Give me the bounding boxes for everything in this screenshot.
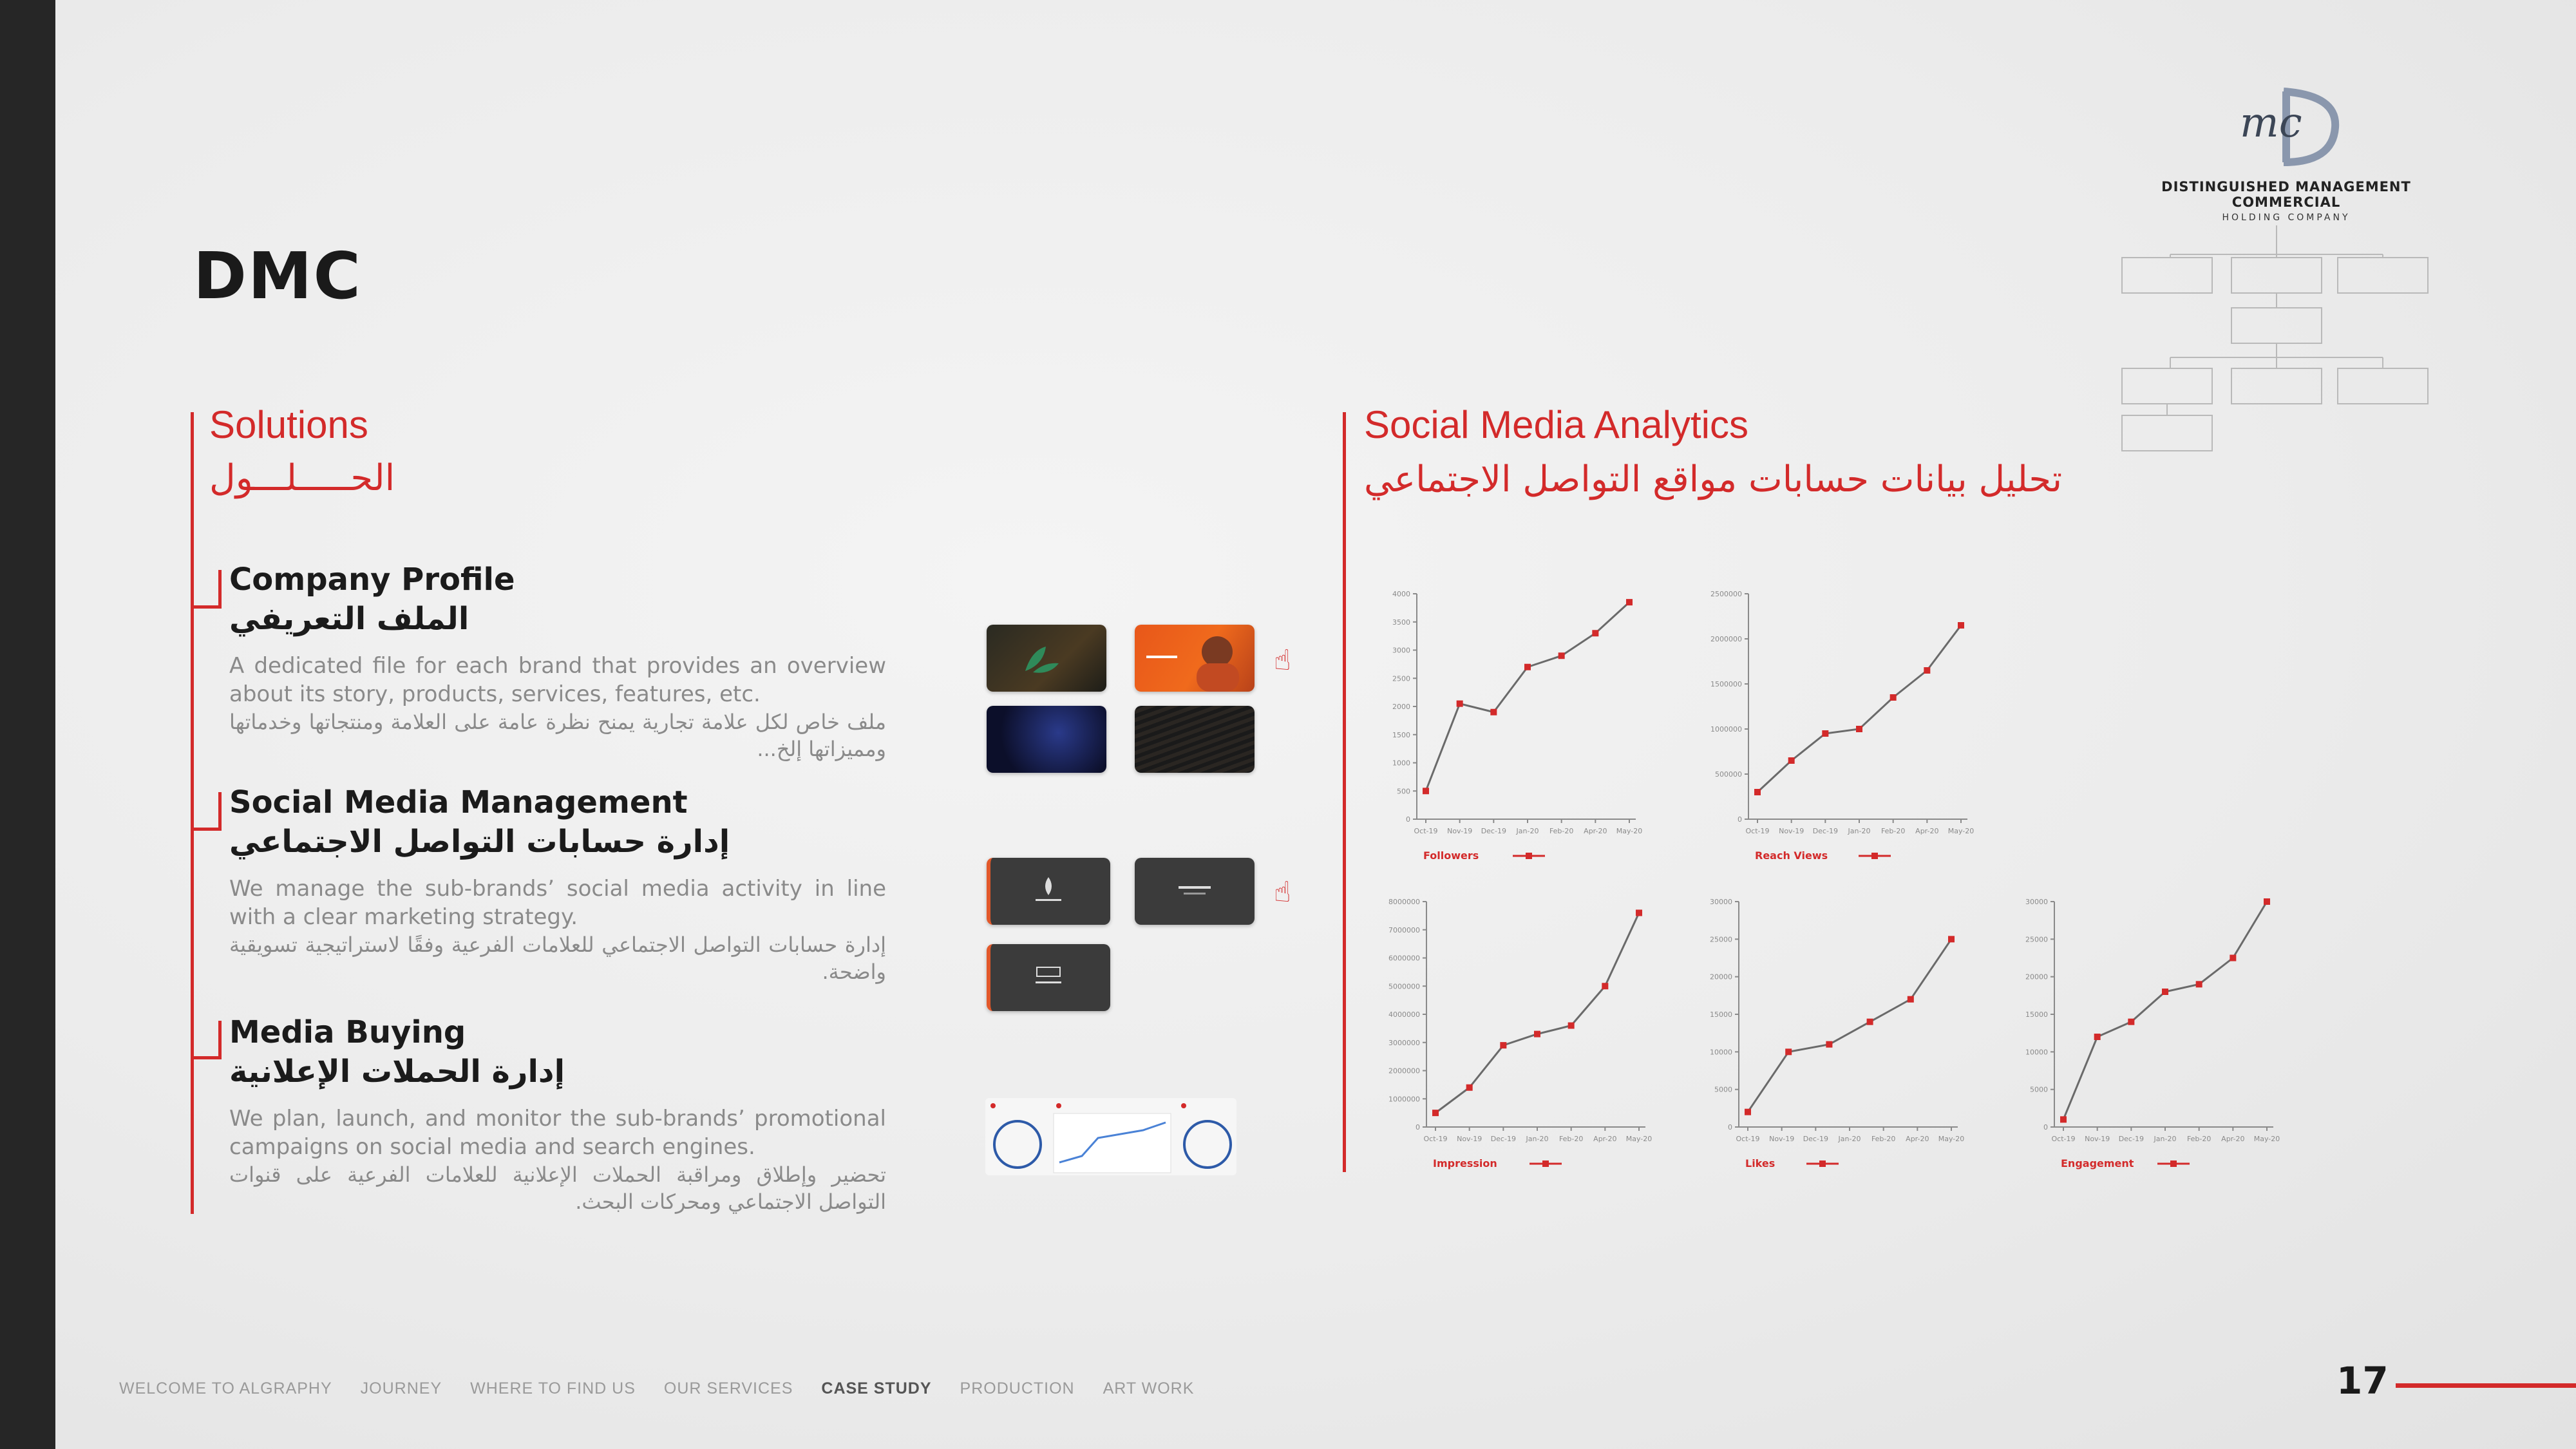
solution-title: Company Profile (229, 562, 515, 598)
y-tick-label: 3500 (1392, 618, 1410, 627)
x-tick-label: Nov-19 (1457, 1135, 1482, 1143)
line-chart-svg (1378, 587, 1649, 871)
x-tick-label: Nov-19 (1779, 827, 1804, 835)
brand-emblem-icon (990, 858, 1106, 925)
y-tick-label: 25000 (1710, 935, 1732, 944)
data-point (1457, 701, 1463, 707)
text-slide-icon (1135, 858, 1255, 925)
series-line (1757, 625, 1961, 792)
solution-description-ar: إدارة حسابات التواصل الاجتماعي للعلامات الفرعية وفقًا لاستراتيجية تسويقية واضحة. (229, 932, 886, 984)
data-point (1908, 996, 1914, 1003)
solutions-vertical-line (191, 412, 194, 1214)
y-tick-label: 0 (1416, 1123, 1420, 1132)
page-title: DMC (193, 238, 362, 314)
data-point (2162, 989, 2168, 995)
legend-label: Followers (1423, 849, 1479, 862)
page-number: 17 (2336, 1359, 2389, 1403)
item-marker-stem (218, 570, 222, 609)
x-tick-label: Jan-20 (1838, 1135, 1861, 1143)
y-tick-label: 10000 (1710, 1048, 1732, 1057)
x-tick-label: Apr-20 (2221, 1135, 2245, 1143)
solution-title-ar: إدارة الحملات الإعلانية (229, 1053, 565, 1090)
bottom-navigation (119, 1379, 1194, 1398)
analytics-vertical-line (1343, 412, 1346, 1172)
nav-item[interactable]: PRODUCTION (960, 1379, 1075, 1397)
series-line (1748, 939, 1951, 1112)
nav-item[interactable]: WELCOME TO ALGRAPHY (119, 1379, 332, 1397)
data-point (1500, 1042, 1506, 1048)
x-tick-label: May-20 (1625, 1135, 1653, 1143)
x-tick-label: Nov-19 (1447, 827, 1473, 835)
item-marker-stem (218, 792, 222, 831)
x-tick-label: Oct-19 (1414, 827, 1438, 835)
x-tick-label: Jan-20 (1516, 827, 1539, 835)
data-point (1558, 652, 1565, 659)
x-tick-label: Dec-19 (1803, 1135, 1828, 1143)
item-marker (191, 605, 222, 609)
y-tick-label: 6000000 (1388, 954, 1420, 963)
solution-description: We manage the sub-brands’ social media activity in line with a clear marketing strategy. (229, 875, 886, 930)
y-tick-label: 0 (1728, 1123, 1732, 1132)
data-point (2128, 1019, 2134, 1025)
chart-reach-views (1710, 587, 1980, 873)
y-tick-label: 20000 (1710, 972, 1732, 981)
data-point (2264, 898, 2270, 905)
nav-item[interactable]: OUR SERVICES (663, 1379, 793, 1397)
nav-item[interactable]: JOURNEY (360, 1379, 442, 1397)
y-tick-label: 1500000 (1710, 680, 1742, 688)
logo-mark-text: mc (2240, 99, 2302, 147)
line-chart-svg (1710, 587, 1980, 871)
chart-followers (1378, 587, 1649, 873)
y-tick-label: 1500 (1392, 730, 1410, 739)
series-line (1435, 913, 1639, 1113)
y-tick-label: 5000 (2030, 1085, 2048, 1094)
x-tick-label: Feb-20 (1549, 827, 1574, 835)
x-tick-label: Feb-20 (1871, 1135, 1896, 1143)
solution-description-ar: تحضير وإطلاق ومراقبة الحملات الإعلانية للعلامات الفرعية على قنوات التواصل الاجتماعي ومحركات البحث. (229, 1162, 886, 1214)
ads-dashboard-thumbnail[interactable] (985, 1098, 1236, 1175)
solution-description: A dedicated file for each brand that provides an overview about its story, products, services, features, etc. (229, 652, 886, 707)
y-tick-label: 7000000 (1388, 925, 1420, 934)
data-point (1602, 983, 1608, 989)
logo-holding-label: HOLDING COMPANY (2222, 213, 2351, 223)
solution-title-ar: الملف التعريفي (229, 600, 469, 637)
legend-swatch-marker (1526, 853, 1532, 859)
y-tick-label: 500000 (1715, 770, 1742, 779)
social-media-thumbnail[interactable] (987, 944, 1110, 1011)
x-tick-label: Jan-20 (1848, 827, 1871, 835)
data-point (1826, 1041, 1832, 1048)
chart-engagement (2016, 895, 2286, 1181)
data-point (1867, 1019, 1873, 1025)
legend-label: Reach Views (1755, 849, 1828, 862)
x-tick-label: Dec-19 (1812, 827, 1838, 835)
x-tick-label: Oct-19 (1423, 1135, 1448, 1143)
data-point (1466, 1084, 1473, 1091)
x-tick-label: Apr-20 (1593, 1135, 1617, 1143)
y-tick-label: 4000000 (1388, 1010, 1420, 1019)
x-tick-label: Oct-19 (2051, 1135, 2076, 1143)
data-point (1592, 630, 1598, 636)
left-dark-bar (0, 0, 55, 1449)
brand-emblem-icon (990, 944, 1106, 1011)
legend-swatch-marker (1871, 853, 1878, 859)
legend-swatch-marker (1819, 1160, 1826, 1167)
x-tick-label: May-20 (1947, 827, 1975, 835)
y-tick-label: 0 (1738, 815, 1742, 824)
y-tick-label: 2000 (1392, 703, 1410, 711)
data-point (1626, 599, 1633, 605)
series-line (1426, 602, 1629, 791)
chart-likes (1700, 895, 1971, 1181)
line-chart-svg (2016, 895, 2286, 1179)
solution-title: Media Buying (229, 1014, 466, 1050)
y-tick-label: 3000000 (1388, 1038, 1420, 1047)
x-tick-label: Oct-19 (1745, 827, 1770, 835)
data-point (2094, 1034, 2101, 1040)
y-tick-label: 3000 (1392, 646, 1410, 655)
solutions-title: Solutions (209, 403, 368, 446)
data-point (2196, 981, 2202, 987)
line-chart-svg (1700, 895, 1971, 1179)
line-chart-svg (1388, 895, 1658, 1179)
solution-title-ar: إدارة حسابات التواصل الاجتماعي (229, 823, 730, 860)
x-tick-label: Oct-19 (1736, 1135, 1760, 1143)
data-point (1432, 1110, 1439, 1116)
company-profile-thumbnail[interactable] (1135, 625, 1255, 692)
social-media-thumbnail[interactable] (1135, 858, 1255, 925)
y-tick-label: 25000 (2025, 935, 2048, 944)
solution-title: Social Media Management (229, 784, 688, 820)
data-point (2060, 1116, 2067, 1122)
y-tick-label: 30000 (1710, 898, 1732, 906)
logo-company-name: DISTINGUISHED MANAGEMENT COMMERCIAL (2161, 179, 2411, 210)
legend-swatch-marker (2170, 1160, 2177, 1167)
data-point (1856, 726, 1862, 732)
person-photo-icon (1135, 625, 1255, 692)
data-point (1636, 910, 1642, 916)
y-tick-label: 0 (1406, 815, 1410, 824)
legend-label: Likes (1745, 1157, 1776, 1170)
x-tick-label: Nov-19 (2085, 1135, 2110, 1143)
org-chart-graphic (2119, 225, 2434, 457)
x-tick-label: Feb-20 (2186, 1135, 2211, 1143)
solutions-title-ar: الحـــــلـــول (209, 457, 395, 499)
y-tick-label: 15000 (2025, 1010, 2048, 1019)
x-tick-label: Feb-20 (1558, 1135, 1584, 1143)
y-tick-label: 1000000 (1388, 1095, 1420, 1104)
nav-item-active[interactable]: CASE STUDY (821, 1379, 932, 1397)
y-tick-label: 5000000 (1388, 982, 1420, 991)
y-tick-label: 2500 (1392, 674, 1410, 683)
y-tick-label: 10000 (2025, 1048, 2048, 1057)
item-marker (191, 828, 222, 831)
company-profile-thumbnail[interactable] (1135, 706, 1255, 773)
y-tick-label: 8000000 (1388, 898, 1420, 906)
y-tick-label: 30000 (2025, 898, 2048, 906)
y-tick-label: 2500000 (1710, 590, 1742, 598)
analytics-title: Social Media Analytics (1364, 403, 1748, 446)
x-tick-label: May-20 (1938, 1135, 1965, 1143)
legend-label: Engagement (2061, 1157, 2134, 1170)
legend-label: Impression (1433, 1157, 1497, 1170)
social-media-thumbnail[interactable] (987, 858, 1110, 925)
data-point (1745, 1109, 1751, 1115)
y-tick-label: 0 (2043, 1123, 2048, 1132)
nav-item[interactable]: WHERE TO FIND US (470, 1379, 636, 1397)
page-number-underline (2396, 1383, 2576, 1388)
pointer-click-icon[interactable]: ☝ (1274, 876, 1291, 909)
series-line (2063, 902, 2267, 1119)
logo-mark-icon (2222, 84, 2351, 174)
x-tick-label: Apr-20 (1906, 1135, 1929, 1143)
y-tick-label: 2000000 (1388, 1066, 1420, 1075)
y-tick-label: 500 (1397, 787, 1410, 796)
x-tick-label: Feb-20 (1880, 827, 1906, 835)
x-tick-label: Nov-19 (1769, 1135, 1795, 1143)
solution-description-ar: ملف خاص لكل علامة تجارية يمنح نظرة عامة على العلامة ومنتجاتها وخدماتها ومميزاتها إلخ... (229, 709, 886, 761)
analytics-title-ar: تحليل بيانات حسابات مواقع التواصل الاجتماعي (1364, 459, 2063, 500)
data-point (1890, 694, 1897, 701)
x-tick-label: Apr-20 (1915, 827, 1939, 835)
x-tick-label: Apr-20 (1584, 827, 1607, 835)
y-tick-label: 2000000 (1710, 635, 1742, 643)
company-logo (2119, 84, 2454, 223)
y-tick-label: 1000 (1392, 759, 1410, 768)
item-marker-stem (218, 1021, 222, 1059)
x-tick-label: Dec-19 (2118, 1135, 2144, 1143)
company-profile-thumbnail[interactable] (987, 625, 1106, 692)
data-point (1534, 1031, 1540, 1037)
solution-company-profile (229, 562, 886, 762)
item-marker (191, 1056, 222, 1059)
y-tick-label: 4000 (1392, 590, 1410, 598)
data-point (2230, 955, 2236, 961)
data-point (1788, 757, 1795, 764)
solution-social-media-management (229, 784, 886, 985)
x-tick-label: Jan-20 (1526, 1135, 1549, 1143)
chart-impression (1388, 895, 1658, 1181)
legend-swatch-marker (1542, 1160, 1549, 1167)
pointer-click-icon[interactable]: ☝ (1274, 644, 1291, 677)
y-tick-label: 15000 (1710, 1010, 1732, 1019)
x-tick-label: May-20 (1616, 827, 1643, 835)
nav-item[interactable]: ART WORK (1103, 1379, 1195, 1397)
data-point (1754, 789, 1761, 795)
data-point (1948, 936, 1955, 942)
company-profile-thumbnail[interactable] (987, 706, 1106, 773)
data-point (1785, 1048, 1792, 1055)
x-tick-label: Dec-19 (1490, 1135, 1516, 1143)
data-point (1924, 667, 1930, 674)
data-point (1568, 1023, 1575, 1029)
x-tick-label: Dec-19 (1481, 827, 1506, 835)
data-point (1490, 709, 1497, 715)
y-tick-label: 20000 (2025, 972, 2048, 981)
data-point (1822, 730, 1828, 737)
y-tick-label: 5000 (1714, 1085, 1732, 1094)
data-point (1524, 664, 1531, 670)
data-point (1958, 622, 1964, 629)
solution-media-buying (229, 1014, 886, 1215)
y-tick-label: 1000000 (1710, 725, 1742, 734)
leaf-icon (987, 625, 1106, 692)
x-tick-label: May-20 (2253, 1135, 2280, 1143)
x-tick-label: Jan-20 (2154, 1135, 2177, 1143)
data-point (1423, 788, 1429, 794)
solution-description: We plan, launch, and monitor the sub-brands’ promotional campaigns on social media and search engines. (229, 1105, 886, 1160)
